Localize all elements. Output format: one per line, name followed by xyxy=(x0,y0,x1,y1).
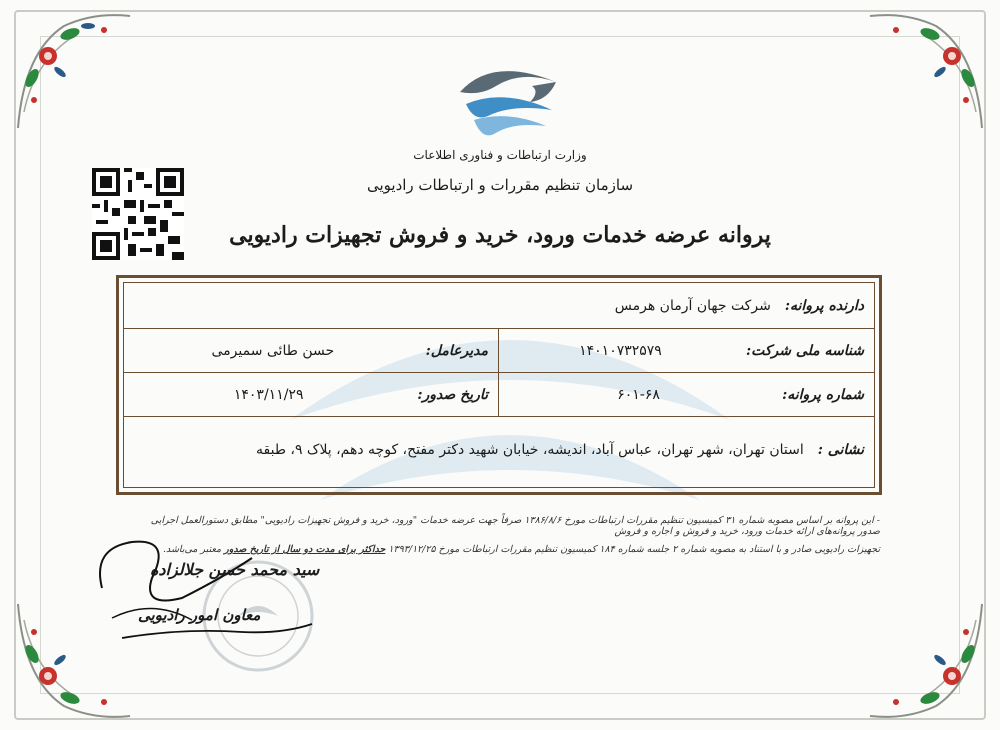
certificate-title: پروانه عرضه خدمات ورود، خرید و فروش تجهیزات رادیویی xyxy=(229,222,771,248)
legal-note-line-1: - این پروانه بر اساس مصوبه شماره ۳۱ کمیسیون تنظیم مقررات ارتباطات مورخ ۱۳۸۶/۸/۶ صرفاً جهت عرضه خدمات "ورود، خرید و فروش تجهیزات رادیویی" مطابق دستورالعمل اجرایی صدور پروانه‌های ارائه خدمات ورود، خرید و فروش و اجاره و فروش xyxy=(150,515,880,537)
license-number-value: ۶۰۱-۶۸ xyxy=(617,386,660,403)
license-details-table xyxy=(116,275,882,495)
legal-note-ending: معتبر می‌باشد. xyxy=(162,544,222,555)
handwritten-signature-icon xyxy=(92,528,332,658)
license-holder-row xyxy=(124,283,874,329)
ceo-label: مدیرعامل: xyxy=(425,342,488,359)
floral-corner-ornament-icon xyxy=(14,12,134,132)
address-label: نشانی : xyxy=(817,442,864,458)
license-number-label: شماره پروانه: xyxy=(782,386,864,403)
address-row xyxy=(124,417,874,483)
organization-name: سازمان تنظیم مقررات و ارتباطات رادیویی xyxy=(366,176,634,194)
cra-logo-icon xyxy=(452,56,564,140)
signer-name: سید محمد حسن جلالزاده xyxy=(150,560,320,579)
national-id-label: شناسه ملی شرکت: xyxy=(745,342,864,359)
signer-title: معاون امور رادیویی xyxy=(138,606,261,624)
floral-corner-ornament-icon xyxy=(866,600,986,720)
ceo-value: حسن طائی سمیرمی xyxy=(211,342,335,359)
license-holder-value: شرکت جهان آرمان هرمس xyxy=(614,297,771,314)
validity-period-note: حداکثر برای مدت دو سال از تاریخ صدور xyxy=(224,544,386,555)
floral-corner-ornament-icon xyxy=(866,12,986,132)
address-value: استان تهران، شهر تهران، عباس آباد، اندیشه، خیابان شهید دکتر مفتح، کوچه دهم، پلاک ۹، طبقه xyxy=(256,442,804,458)
license-no-date-row xyxy=(124,373,874,417)
id-ceo-row xyxy=(124,329,874,373)
ministry-name: وزارت ارتباطات و فناوری اطلاعات xyxy=(413,148,587,162)
national-id-value: ۱۴۰۱۰۷۳۲۵۷۹ xyxy=(579,342,662,359)
legal-note-text: تجهیزات رادیویی صادر و با استناد به مصوبه شماره ۲ جلسه شماره ۱۸۴ کمیسیون تنظیم مقررات ارتباطات مورخ ۱۳۹۳/۱۲/۲۵ xyxy=(388,544,880,555)
license-holder-label: دارنده پروانه: xyxy=(784,297,864,314)
issue-date-label: تاریخ صدور: xyxy=(417,386,488,403)
issue-date-value: ۱۴۰۳/۱۱/۲۹ xyxy=(233,386,304,403)
